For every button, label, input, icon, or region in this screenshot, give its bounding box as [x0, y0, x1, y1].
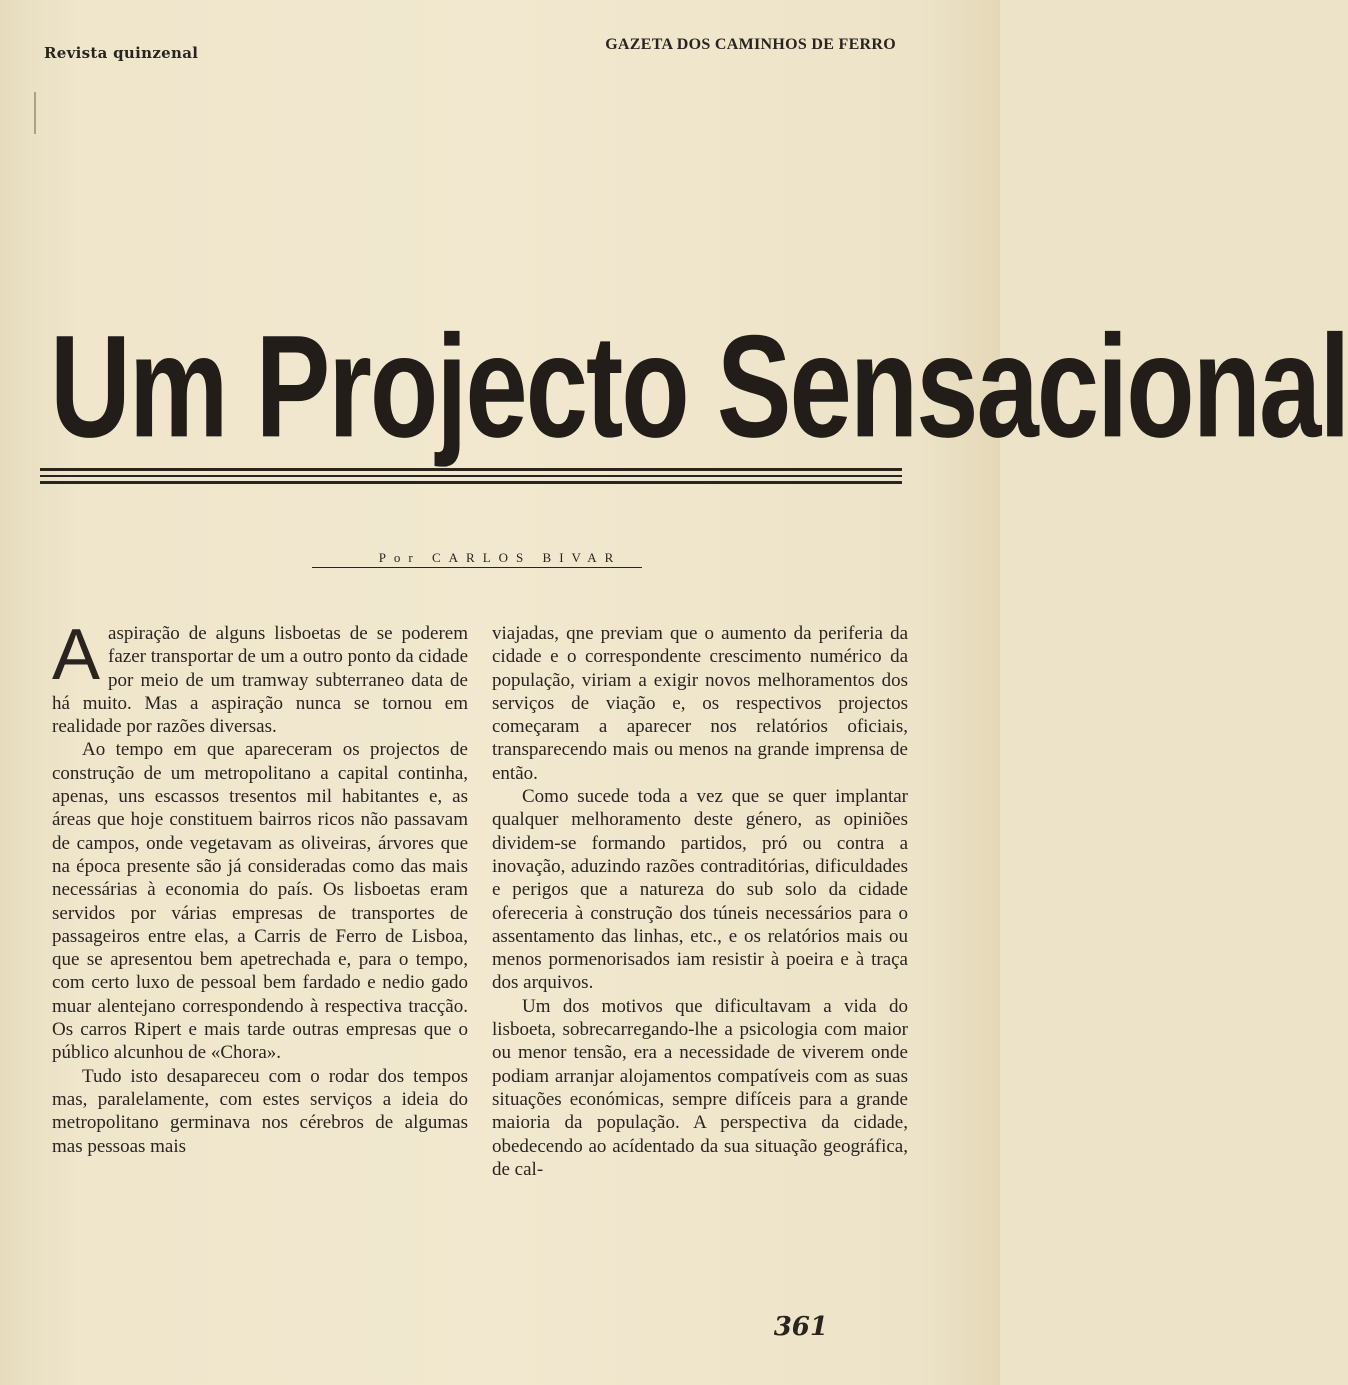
article-title-block — [50, 296, 1348, 496]
article-column-left — [52, 615, 468, 1158]
header-publication-name: GAZETA DOS CAMINHOS DE FERRO — [605, 36, 896, 53]
header-periodicity: Revista quinzenal — [44, 44, 199, 62]
margin-mark — [34, 92, 44, 134]
title-rules — [40, 468, 902, 488]
article-column-right — [492, 622, 908, 1181]
paragraph-text: aspiração de alguns lisboetas de se poderem fazer transportar de um a outro ponto da cidade por meio de um tramway subterraneo data de há muito. Mas a aspiração nunca se tornou em realidade por razões diversas. — [52, 623, 468, 738]
page-number: 361 — [773, 1312, 828, 1342]
paragraph — [52, 615, 468, 738]
paragraph: Ao tempo em que apareceram os projectos de construção de um metropolitano a capital continha, apenas, uns escassos tresentos mil habitantes e, as áreas que hoje constituem bairros ricos não passavam de campos, onde vegetavam as oliveiras, árvores que na época presente são já consideradas como das mais necessárias à economia do país. Os lisboetas eram servidos por várias empresas de transportes de passageiros entre elas, a Carris de Ferro de Lisboa, que se apresentou bem apetrechada e, para o tempo, com certo luxo de pessoal bem fardado e nedio gado muar alentejano correspondendo à respectiva tracção. Os carros Ripert e mais tarde outras empresas que o público alcunhou de «Chora». — [52, 739, 468, 1064]
byline-underline — [312, 567, 642, 568]
drop-cap: A — [52, 615, 101, 695]
byline: Por CARLOS BIVAR — [378, 550, 622, 565]
paragraph: Tudo isto desapareceu com o rodar dos tempos mas, paralelamente, com estes serviços a ideia do metropolitano germinava nos cérebros de algumas mas pessoas mais — [52, 1065, 468, 1157]
title-rule — [40, 468, 902, 471]
paragraph: viajadas, qne previam que o aumento da periferia da cidade e o correspondente crescimento numérico da população, viriam a exigir novos melhoramentos dos serviços de viação e, os respectivos projectos começaram a aparecer nos relatórios oficiais, transparecendo mais ou menos na grande imprensa de então. — [492, 623, 908, 784]
title-rule — [40, 475, 902, 477]
paragraph: Um dos motivos que dificultavam a vida do lisboeta, sobrecarregando-lhe a psicologia com maior ou menor tensão, era a necessidade de viverem onde podiam arranjar alojamentos compatíveis com as suas situações económicas, sempre difíceis para a grande maioria da população. A perspectiva da cidade, obedecendo ao acídentado da sua situação geográfica, de cal- — [492, 995, 908, 1180]
article-title: Um Projecto Sensacional — [50, 305, 1348, 468]
paragraph: Como sucede toda a vez que se quer implantar qualquer melhoramento deste género, as opiniões dividem-se formando partidos, pró ou contra a inovação, aduzindo razões contraditórias, dificuldades e perigos que a natureza do sub solo da cidade ofereceria à construção dos túneis necessários para o assentamento das linhas, etc., e os relatórios mais ou menos pormenorisados iam resistir à poeira e à traça dos arquivos. — [492, 786, 908, 994]
title-rule — [40, 481, 902, 484]
